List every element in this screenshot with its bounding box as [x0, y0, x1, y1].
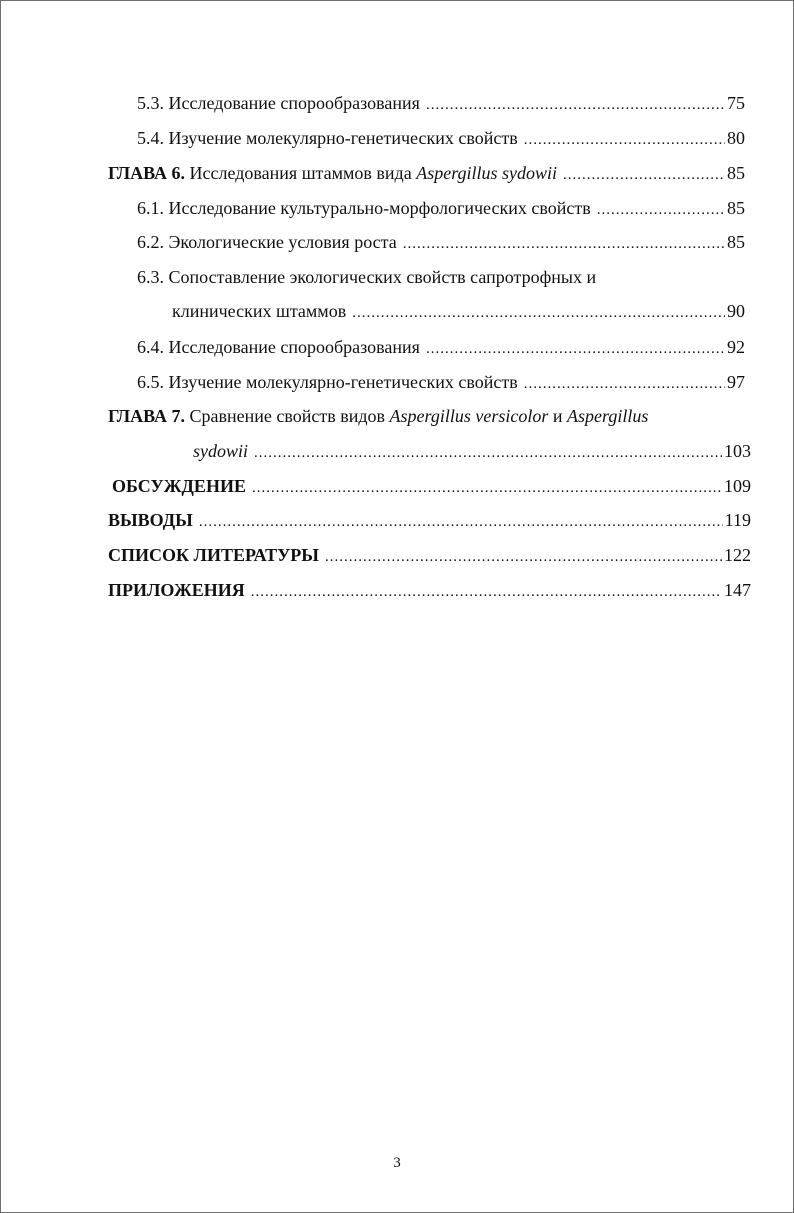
toc-entry-6-2[interactable] [137, 231, 745, 253]
toc-entry-title: СПИСОК ЛИТЕРАТУРЫ [108, 545, 319, 565]
dot-leader [254, 442, 722, 464]
toc-page-number: 85 [727, 198, 745, 218]
toc-page-number: 147 [724, 580, 751, 600]
dot-leader [524, 129, 725, 151]
toc-entry-5-4[interactable] [137, 127, 745, 149]
dot-leader [426, 94, 725, 116]
toc-entry-conclusions[interactable] [108, 509, 751, 531]
toc-entry-title: 5.4. Изучение молекулярно-генетических свойств [137, 128, 518, 148]
toc-entry-title: 6.4. Исследование спорообразования [137, 337, 420, 357]
toc-page-number: 92 [727, 337, 745, 357]
toc-entry-title: клинических штаммов [172, 301, 347, 321]
toc-entry-6-3[interactable] [172, 300, 745, 322]
toc-entry-title: ПРИЛОЖЕНИЯ [108, 580, 245, 600]
dot-leader [597, 199, 725, 221]
chapter-text: Исследования штаммов вида [189, 163, 412, 183]
conjunction: и [552, 406, 563, 426]
toc-entry-references[interactable] [108, 544, 751, 566]
toc-entry-discussion[interactable] [112, 475, 751, 497]
toc-page-number: 97 [727, 372, 745, 392]
chapter-text: Сравнение свойств видов [189, 406, 386, 426]
page-number: 3 [393, 1155, 401, 1171]
toc-entry-chapter-6[interactable] [108, 162, 745, 184]
dot-leader [426, 338, 725, 360]
toc-entry-5-3[interactable] [137, 92, 745, 114]
chapter-prefix: ГЛАВА 6. [108, 163, 186, 183]
dot-leader [524, 373, 725, 395]
toc-page-number: 85 [727, 163, 745, 183]
toc-entry-title: 6.5. Изучение молекулярно-генетических свойств [137, 372, 518, 392]
species-name: Aspergillus [567, 406, 649, 426]
toc-entry-title: ОБСУЖДЕНИЕ [112, 476, 246, 496]
species-name: Aspergillus sydowii [416, 163, 558, 183]
toc-page-number: 119 [724, 510, 751, 530]
toc-page-number: 85 [727, 232, 745, 252]
toc-entry-title [108, 162, 557, 184]
toc-entry-6-3-line1[interactable]: 6.3. Сопоставление экологических свойств сапротрофных и [137, 267, 597, 287]
toc-entry-title: 6.2. Экологические условия роста [137, 232, 397, 252]
dot-leader [199, 511, 723, 533]
toc-entry-chapter-7[interactable] [193, 440, 751, 462]
toc-entry-title: 5.3. Исследование спорообразования [137, 93, 420, 113]
dot-leader [403, 233, 725, 255]
toc-entry-6-1[interactable] [137, 197, 745, 219]
toc-page-number: 80 [727, 128, 745, 148]
toc-entry-appendices[interactable] [108, 579, 751, 601]
toc-page-number: 103 [724, 441, 751, 461]
dot-leader [352, 302, 725, 324]
dot-leader [563, 164, 725, 186]
toc-page-number: 75 [727, 93, 745, 113]
toc-entry-chapter-7-line1[interactable] [108, 405, 648, 427]
toc-page-number: 109 [724, 476, 751, 496]
toc-entry-title: 6.1. Исследование культурально-морфологических свойств [137, 198, 591, 218]
toc-entry-title: ВЫВОДЫ [108, 510, 193, 530]
toc-entry-6-5[interactable] [137, 371, 745, 393]
toc-entry-6-4[interactable] [137, 336, 745, 358]
species-name: Aspergillus versicolor [389, 406, 549, 426]
dot-leader [325, 546, 722, 568]
chapter-prefix: ГЛАВА 7. [108, 406, 186, 426]
dot-leader [252, 477, 722, 499]
toc-entry-title: sydowii [193, 441, 249, 461]
toc-page-number: 122 [724, 545, 751, 565]
toc-page-number: 90 [727, 301, 745, 321]
dot-leader [251, 581, 722, 603]
